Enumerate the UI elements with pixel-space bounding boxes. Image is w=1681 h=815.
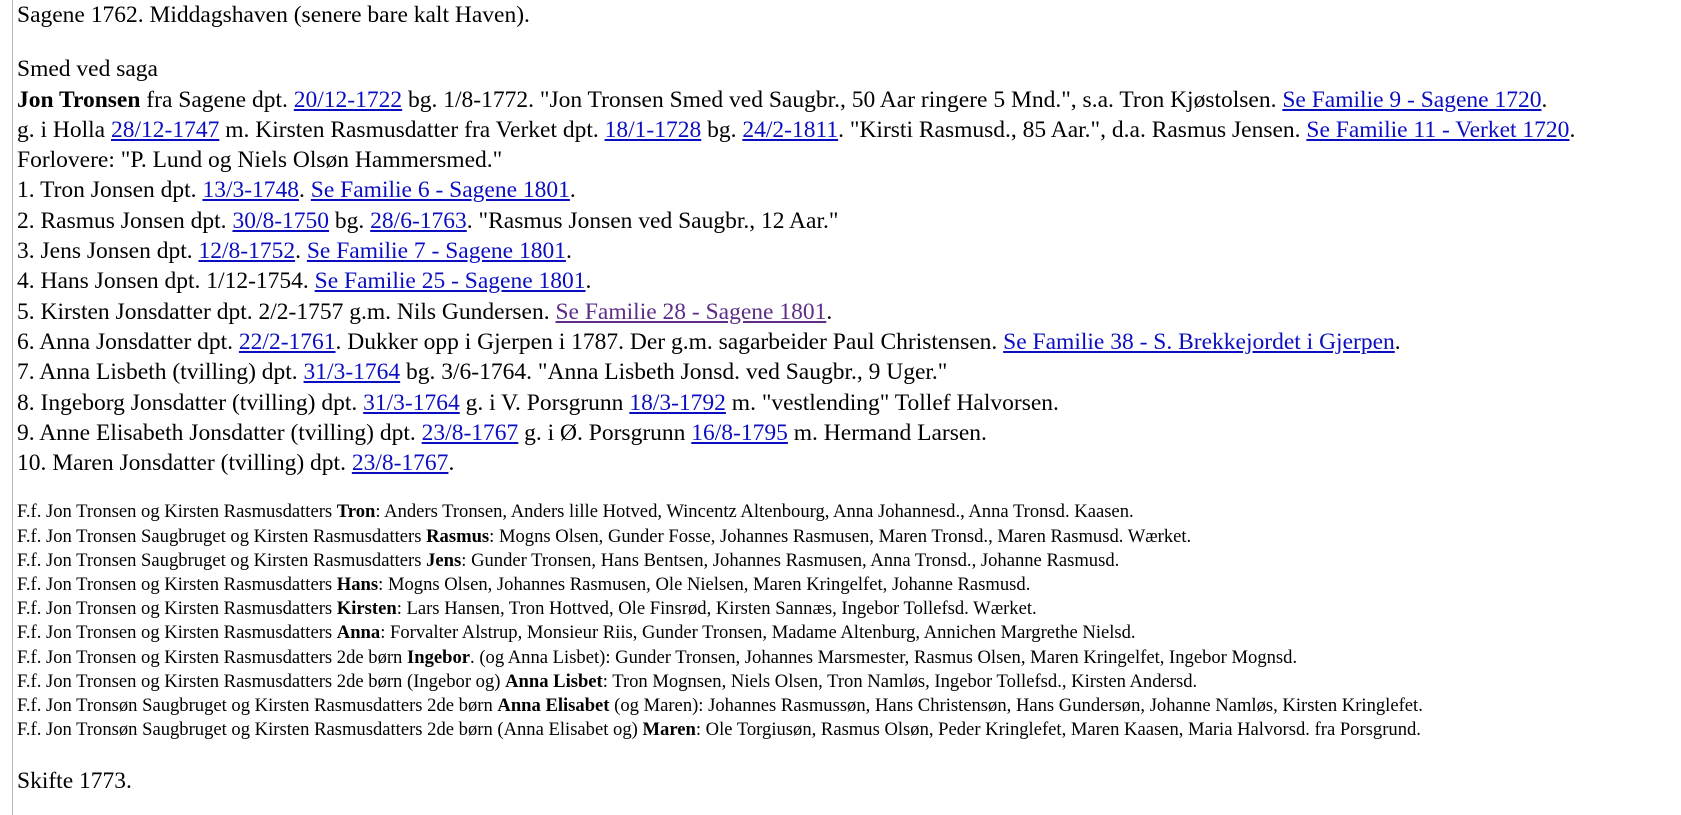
child-10: 10. Maren Jonsdatter (tvilling) dpt. 23/8-1767. — [17, 450, 455, 477]
godparents-hans: F.f. Jon Tronsen og Kirsten Rasmusdatters Hans: Mogns Olsen, Johannes Rasmusen, Ole Nielsen, Maren Kringelfet, Johanne Rasmusd. — [17, 574, 1031, 596]
child-3-family-link[interactable]: Se Familie 7 - Sagene 1801 — [306, 238, 566, 265]
child-7: 7. Anna Lisbeth (tvilling) dpt. 31/3-1764 bg. 3/6-1764. "Anna Lisbeth Jonsd. ved Saugbr., 9 Uger." — [17, 359, 948, 386]
godparents-kirsten: F.f. Jon Tronsen og Kirsten Rasmusdatters Kirsten: Lars Hansen, Tron Hottved, Ole Finsrød, Kirsten Sannæs, Ingebor Tollefsd. Wærket. — [17, 598, 1037, 620]
child-4: 4. Hans Jonsen dpt. 1/12-1754. Se Familie 25 - Sagene 1801. — [17, 268, 592, 295]
marriage-date-link[interactable]: 28/12-1747 — [111, 116, 220, 143]
child-2: 2. Rasmus Jonsen dpt. 30/8-1750 bg. 28/6-1763. "Rasmus Jonsen ved Saugbr., 12 Aar." — [17, 207, 839, 234]
child-4-family-link[interactable]: Se Familie 25 - Sagene 1801 — [314, 268, 586, 295]
child-6-family-link[interactable]: Se Familie 38 - S. Brekkejordet i Gjerpen — [1003, 328, 1395, 355]
child-8-baptism-link[interactable]: 31/3-1764 — [363, 389, 460, 416]
child-3-baptism-link[interactable]: 12/8-1752 — [198, 238, 296, 265]
child-9-baptism-link[interactable]: 23/8-1767 — [421, 419, 519, 446]
child-1: 1. Tron Jonsen dpt. 13/3-1748. Se Familie 6 - Sagene 1801. — [17, 177, 576, 204]
godparents-jens: F.f. Jon Tronsen Saugbruget og Kirsten Rasmusdatters Jens: Gunder Tronsen, Hans Bentsen, Johannes Rasmusen, Anna Tronsd., Johanne Rasmusd. — [17, 549, 1120, 571]
probate-line: Skifte 1773. — [17, 768, 132, 795]
witnesses-line: Forlovere: "P. Lund og Niels Olsøn Hammersmed." — [17, 147, 503, 174]
place-heading: Sagene 1762. Middagshaven (senere bare kalt Haven). — [17, 2, 530, 28]
child-9-marriage-link[interactable]: 16/8-1795 — [691, 419, 788, 446]
child-2-burial-link[interactable]: 28/6-1763 — [370, 207, 467, 234]
husband-birth-link[interactable]: 20/12-1722 — [293, 86, 403, 113]
godparents-tron: F.f. Jon Tronsen og Kirsten Rasmusdatters Tron: Anders Tronsen, Anders lille Hotved, Wincentz Altenbourg, Anna Johannesd., Anna Tronsd. Kaasen. — [17, 501, 1134, 523]
godparents-ingebor: F.f. Jon Tronsen og Kirsten Rasmusdatters 2de børn Ingebor. (og Anna Lisbet): Gunder Tronsen, Johannes Marsmester, Rasmus Olsen, Maren Kringelfet, Ingebor Mognsd. — [17, 646, 1298, 668]
godparents-maren: F.f. Jon Tronsøn Saugbruget og Kirsten Rasmusdatters 2de børn (Anna Elisabet og) Maren: Ole Torgiusøn, Rasmus Olsøn, Peder Kringlefet, Maren Kaasen, Maria Halvorsd. fra Porsgrund. — [17, 719, 1421, 741]
wife-birth-link[interactable]: 18/1-1728 — [604, 116, 702, 143]
husband-family-link[interactable]: Se Familie 9 - Sagene 1720 — [1282, 86, 1542, 113]
child-7-baptism-link[interactable]: 31/3-1764 — [303, 359, 401, 386]
left-frame-border — [12, 0, 13, 815]
husband-name: Jon Tronsen — [17, 86, 141, 113]
child-5-family-link[interactable]: Se Familie 28 - Sagene 1801 — [555, 298, 827, 325]
child-6-baptism-link[interactable]: 22/2-1761 — [238, 328, 336, 355]
document-body — [17, 0, 1681, 797]
child-9: 9. Anne Elisabeth Jonsdatter (tvilling) dpt. 23/8-1767 g. i Ø. Porsgrunn 16/8-1795 m. Hermand Larsen. — [17, 419, 987, 446]
godparents-anna-lisbet: F.f. Jon Tronsen og Kirsten Rasmusdatters 2de børn (Ingebor og) Anna Lisbet: Tron Mognsen, Niels Olsen, Tron Namløs, Ingebor Tollefsd., Kirsten Andersd. — [17, 670, 1198, 692]
child-10-baptism-link[interactable]: 23/8-1767 — [351, 450, 449, 477]
child-5: 5. Kirsten Jonsdatter dpt. 2/2-1757 g.m. Nils Gundersen. Se Familie 28 - Sagene 1801. — [17, 298, 833, 325]
child-1-baptism-link[interactable]: 13/3-1748 — [202, 177, 300, 204]
husband-line: Jon Tronsen fra Sagene dpt. 20/12-1722 bg. 1/8-1772. "Jon Tronsen Smed ved Saugbr., 50 Aar ringere 5 Mnd.", s.a. Tron Kjøstolsen. Se Familie 9 - Sagene 1720. — [17, 86, 1548, 113]
godparents-anna-elisabet: F.f. Jon Tronsøn Saugbruget og Kirsten Rasmusdatters 2de børn Anna Elisabet (og Maren): Johannes Rasmussøn, Hans Christensøn, Hans Gundersøn, Johanne Namløs, Kirsten Kringlefet. — [17, 695, 1423, 717]
wife-burial-link[interactable]: 24/2-1811 — [742, 116, 839, 143]
marriage-line: g. i Holla 28/12-1747 m. Kirsten Rasmusdatter fra Verket dpt. 18/1-1728 bg. 24/2-1811. "Kirsti Rasmusd., 85 Aar.", d.a. Rasmus Jensen. Se Familie 11 - Verket 1720. — [17, 116, 1576, 143]
child-6: 6. Anna Jonsdatter dpt. 22/2-1761. Dukker opp i Gjerpen i 1787. Der g.m. sagarbeider Paul Christensen. Se Familie 38 - S. Brekkejordet i Gjerpen. — [17, 328, 1401, 355]
child-8: 8. Ingeborg Jonsdatter (tvilling) dpt. 31/3-1764 g. i V. Porsgrunn 18/3-1792 m. "vestlending" Tollef Halvorsen. — [17, 389, 1059, 416]
child-2-baptism-link[interactable]: 30/8-1750 — [232, 207, 330, 234]
godparents-anna: F.f. Jon Tronsen og Kirsten Rasmusdatters Anna: Forvalter Alstrup, Monsieur Riis, Gunder Tronsen, Madame Altenburg, Annichen Margrethe Nielsd. — [17, 622, 1136, 644]
wife-family-link[interactable]: Se Familie 11 - Verket 1720 — [1306, 116, 1570, 143]
child-8-marriage-link[interactable]: 18/3-1792 — [629, 389, 726, 416]
child-3: 3. Jens Jonsen dpt. 12/8-1752. Se Familie 7 - Sagene 1801. — [17, 238, 572, 265]
child-1-family-link[interactable]: Se Familie 6 - Sagene 1801 — [310, 177, 570, 204]
occupation-line: Smed ved saga — [17, 56, 158, 83]
godparents-rasmus: F.f. Jon Tronsen Saugbruget og Kirsten Rasmusdatters Rasmus: Mogns Olsen, Gunder Fosse, Johannes Rasmusen, Maren Tronsd., Maren Rasmusd. Wærket. — [17, 525, 1192, 547]
